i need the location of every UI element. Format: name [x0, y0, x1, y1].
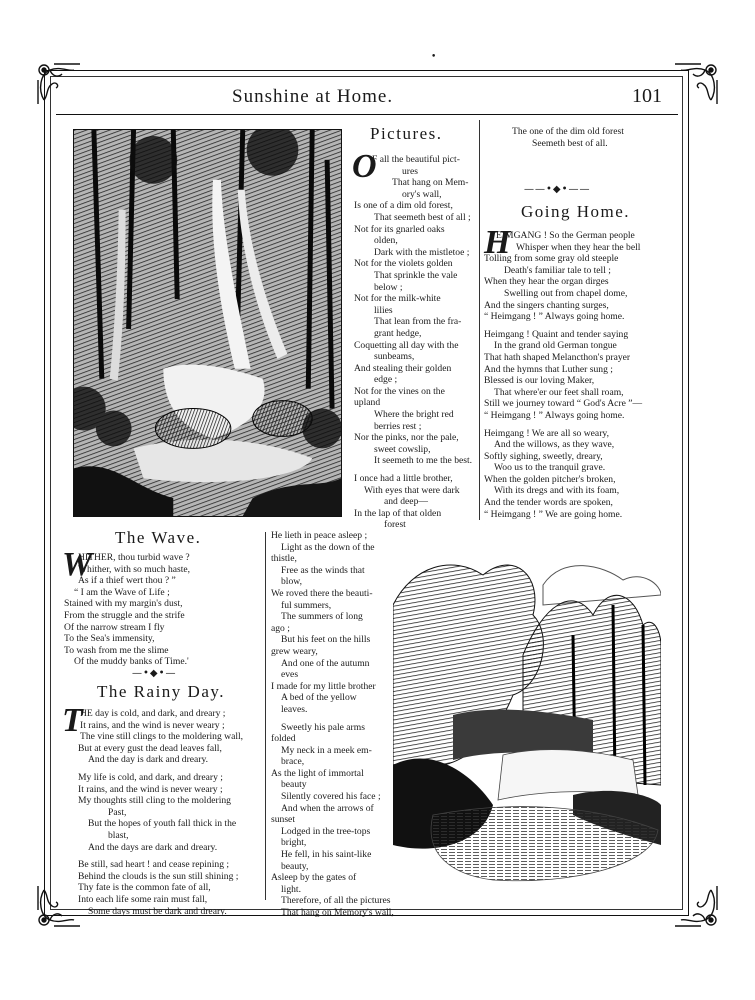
poem-line: Asleep by the gates of	[271, 872, 357, 884]
poem-line: Into each life some rain must fall,	[78, 893, 208, 905]
poem-line: Dark with the mistletoe ;	[374, 246, 470, 258]
poem-line: Blessed is our loving Maker,	[484, 375, 595, 387]
poem-line: And the day is dark and dreary.	[88, 754, 209, 766]
poem-line: My life is cold, and dark, and dreary ;	[78, 771, 223, 783]
poem-line: sweet cowslip,	[374, 443, 431, 455]
poem-line: bright,	[281, 837, 307, 849]
poem-line: I made for my little brother	[271, 680, 376, 692]
poem-line: “ Heimgang ! ” We are going home.	[484, 508, 623, 520]
poem-line: EIMGANG ! So the German people	[496, 230, 635, 241]
poem-line: Woo us to the tranquil grave.	[494, 462, 606, 474]
corner-flourish-icon	[34, 880, 84, 930]
corner-flourish-icon	[671, 880, 721, 930]
poem-line: The one of the dim old forest	[512, 126, 624, 137]
poem-line: Of the muddy banks of Time.'	[74, 656, 189, 668]
poem-line: olden,	[374, 235, 398, 247]
poem-line: Past,	[108, 806, 127, 818]
poem-line: below ;	[374, 281, 403, 293]
poem-line: Nor the pinks, nor the pale,	[354, 432, 459, 444]
poem-line: That where'er our feet shall roam,	[494, 386, 624, 398]
poem-line: It rains, and the wind is never weary ;	[80, 719, 225, 731]
poem-line: upland	[354, 397, 381, 409]
poem-line: Light as the down of the	[281, 541, 375, 553]
poem-line: That hang on Mem-	[392, 177, 469, 189]
poem-line: edge ;	[374, 374, 398, 386]
poem-line: F all the beautiful pict-	[372, 154, 460, 165]
poem-line: And stealing their golden	[354, 362, 452, 374]
poem-line: Swelling out from chapel dome,	[504, 287, 628, 299]
poem-line: and deep—	[384, 496, 428, 508]
poem-line: Some days must be dark and dreary.	[88, 905, 227, 917]
poem-the-wave	[64, 552, 264, 668]
poem-line: Behind the clouds is the sun still shining ;	[78, 870, 239, 882]
running-head: Sunshine at Home.	[232, 86, 394, 107]
poem-line: berries rest ;	[374, 420, 422, 432]
poem-pictures-column-3	[512, 126, 672, 149]
river-rapids-engraving	[393, 545, 661, 885]
poem-line: lilies	[374, 304, 393, 316]
ornamental-divider: —•◆•—	[132, 668, 177, 679]
poem-line: Softly sighing, sweetly, dreary,	[484, 450, 603, 462]
poem-line: HITHER, thou turbid wave ?	[78, 552, 190, 563]
poem-line: Therefore, of all the pictures	[281, 895, 391, 907]
poem-line: The summers of long	[281, 611, 363, 623]
poem-line: Of the narrow stream I fly	[64, 621, 165, 633]
poem-line: Not for its gnarled oaks	[354, 223, 445, 235]
poem-line: leaves.	[281, 703, 308, 715]
poem-line: “ Heimgang ! ” Always going home.	[484, 311, 625, 323]
corner-flourish-icon	[671, 60, 721, 110]
poem-line: Seemeth best of all.	[532, 137, 608, 149]
poem-line: Still we journey toward “ God's Acre ”—	[484, 398, 643, 410]
poem-line: But his feet on the hills	[281, 634, 371, 646]
poem-line: From the struggle and the strife	[64, 609, 185, 621]
page-number: 101	[632, 85, 662, 107]
poem-line: In the grand old German tongue	[494, 340, 617, 352]
poem-line: Stained with my margin's dust,	[64, 598, 183, 610]
poem-line: I once had a little brother,	[354, 473, 453, 485]
poem-line: ago ;	[271, 622, 290, 634]
column-rule	[479, 120, 480, 520]
ornamental-divider: ——•◆•——	[524, 184, 591, 195]
poem-line: light.	[281, 883, 301, 895]
poem-line: As the light of immortal	[271, 767, 364, 779]
poem-line: Thy fate is the common fate of all,	[78, 882, 211, 894]
poem-going-home	[484, 230, 678, 520]
poem-line: blow,	[281, 576, 302, 588]
poem-line: ures	[402, 165, 418, 177]
poem-line: And the hymns that Luther sung ;	[484, 363, 613, 375]
dropcap-the-wave: W	[62, 546, 93, 583]
poem-title-rainy-day: The Rainy Day.	[97, 682, 226, 701]
poem-line: And the days are dark and dreary.	[88, 841, 218, 853]
poem-line: Lodged in the tree-tops	[281, 825, 371, 837]
poem-line: It rains, and the wind is never weary ;	[78, 783, 223, 795]
poem-line: sunbeams,	[374, 351, 415, 363]
poem-line: When they hear the organ dirges	[484, 276, 609, 288]
poem-line: Heimgang ! Quaint and tender saying	[484, 328, 629, 340]
poem-pictures-column-2	[271, 530, 394, 919]
poem-line: That sprinkle the vale	[374, 269, 458, 281]
poem-line: That hath shaped Melancthon's prayer	[484, 351, 631, 363]
poem-title-going-home: Going Home.	[521, 202, 631, 221]
dropcap-rainy-day: T	[62, 702, 83, 739]
poem-line: But at every gust the dead leaves fall,	[78, 742, 222, 754]
header-rule	[56, 114, 678, 115]
poem-line: With its dregs and with its foam,	[494, 485, 620, 497]
poem-line: A bed of the yellow	[281, 692, 357, 704]
poem-title-pictures: Pictures.	[370, 124, 443, 143]
poem-line: Not for the vines on the	[354, 385, 445, 397]
poem-line: It seemeth to me the best.	[374, 455, 473, 467]
poem-line: Coquetting all day with the	[354, 339, 459, 351]
poem-line: thistle,	[271, 553, 297, 565]
poem-line: grew weary,	[271, 645, 318, 657]
poem-line: When the golden pitcher's broken,	[484, 473, 616, 485]
poem-line: And the tender words are spoken,	[484, 497, 613, 509]
poem-line: grant hedge,	[374, 327, 422, 339]
poem-line: forest	[384, 519, 406, 531]
poem-line: And when the arrows of	[281, 802, 374, 814]
poem-line: He lieth in peace asleep ;	[271, 530, 368, 541]
poem-line: Whither, with so much haste,	[78, 563, 191, 575]
poem-line: Free as the winds that	[281, 564, 365, 576]
poem-line: The vine still clings to the moldering wall,	[80, 731, 244, 743]
corner-flourish-icon	[34, 60, 84, 110]
poem-rainy-day	[80, 708, 266, 917]
poem-line: eves	[281, 669, 299, 681]
poem-line: And one of the autumn	[281, 657, 370, 669]
poem-line: To wash from me the slime	[64, 644, 169, 656]
poem-line: To the Sea's immensity,	[64, 633, 155, 645]
poem-line: Sweetly his pale arms	[281, 721, 365, 733]
poem-line: ful summers,	[281, 599, 332, 611]
poem-line: In the lap of that olden	[354, 507, 442, 519]
poem-line: We roved there the beauti-	[271, 587, 373, 599]
poem-line: That lean from the fra-	[374, 316, 462, 328]
poem-line: Silently covered his face ;	[281, 791, 381, 803]
poem-line: “ I am the Wave of Life ;	[74, 586, 170, 598]
poem-line: sunset	[271, 814, 295, 826]
poem-line: With eyes that were dark	[364, 484, 460, 496]
poem-line: Not for the violets golden	[354, 258, 453, 270]
poem-line: HE day is cold, and dark, and dreary ;	[80, 708, 226, 719]
poem-line: And the willows, as they wave,	[494, 439, 615, 451]
poem-line: Not for the milk-white	[354, 293, 441, 305]
poem-line: Heimgang ! We are all so weary,	[484, 427, 609, 439]
poem-line: beauty	[281, 779, 307, 791]
poem-line: That seemeth best of all ;	[374, 211, 471, 223]
dropcap-pictures: O	[352, 148, 377, 185]
poem-line: folded	[271, 733, 296, 745]
poem-line: Whisper when they hear the bell	[516, 241, 641, 253]
poem-line: But the hopes of youth fall thick in the	[88, 818, 237, 830]
poem-title-the-wave: The Wave.	[115, 528, 202, 547]
printer-mark: •	[431, 52, 437, 62]
poem-line: Is one of a dim old forest,	[354, 200, 453, 212]
poem-line: He fell, in his saint-like	[281, 849, 372, 861]
poem-line: My thoughts still cling to the moldering	[78, 795, 231, 807]
poem-line: My neck in a meek em-	[281, 744, 372, 756]
poem-line: brace,	[281, 756, 305, 768]
poem-line: That hang on Memory's wall,	[281, 907, 394, 918]
poem-line: ory's wall,	[402, 188, 442, 200]
poem-line: beauty,	[281, 860, 309, 872]
waterfall-engraving	[73, 129, 342, 517]
poem-line: Where the bright red	[374, 409, 454, 421]
poem-line: As if a thief wert thou ? ”	[78, 575, 176, 587]
poem-pictures-column-1	[354, 154, 472, 531]
dropcap-going-home: H	[484, 224, 511, 261]
poem-line: And the singers chanting surges,	[484, 299, 609, 311]
poem-line: “ Heimgang ! ” Always going home.	[484, 409, 625, 421]
poem-line: Death's familiar tale to tell ;	[504, 264, 611, 276]
poem-line: blast,	[108, 829, 129, 841]
poem-line: Be still, sad heart ! and cease repining ;	[78, 859, 230, 871]
poem-line: Tolling from some gray old steeple	[484, 253, 619, 265]
